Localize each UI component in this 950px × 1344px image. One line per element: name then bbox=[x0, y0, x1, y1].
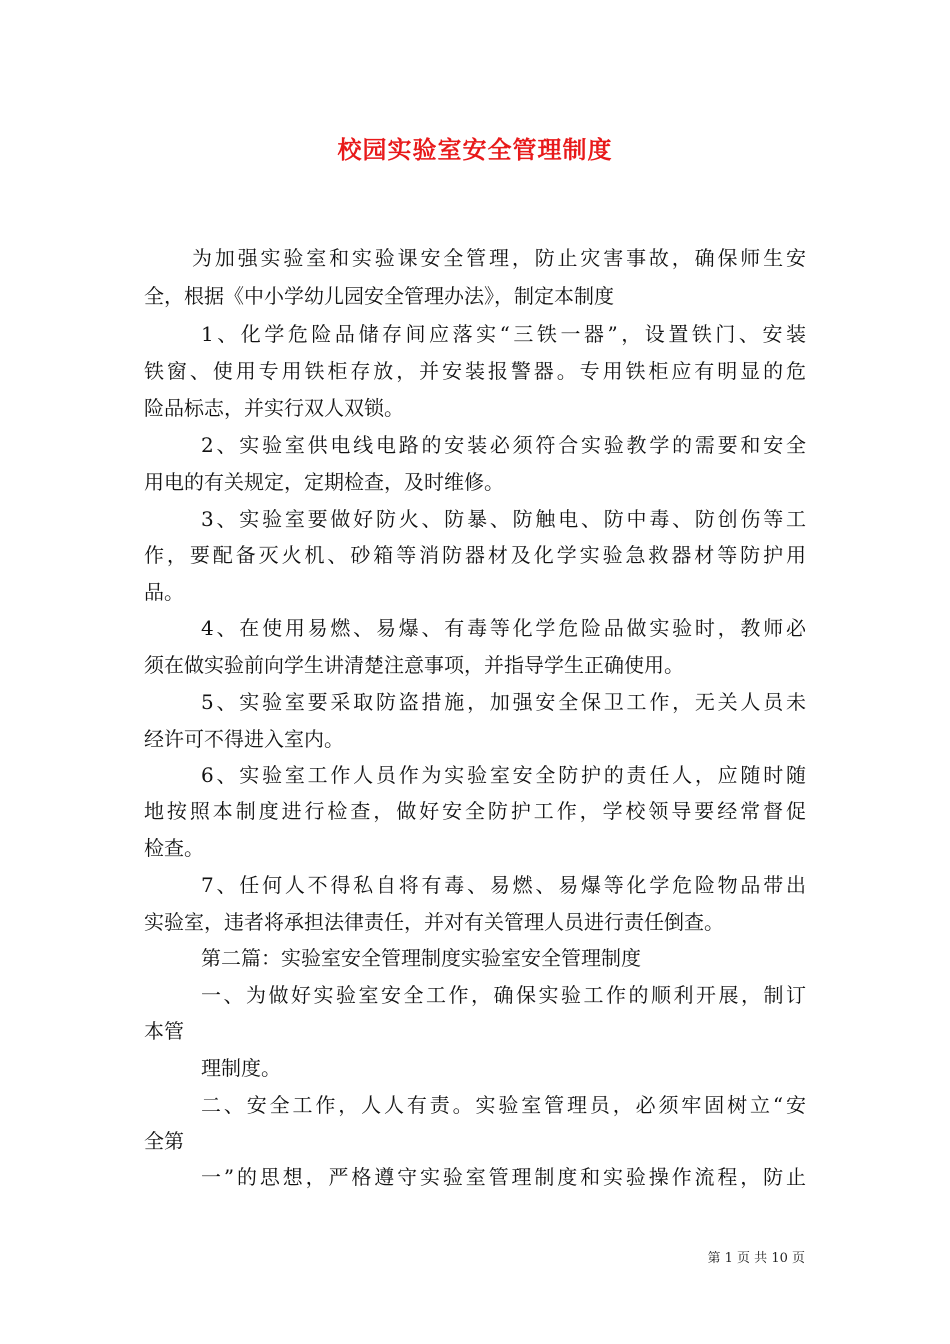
body-line: 实验室，违者将承担法律责任，并对有关管理人员进行责任倒查。 bbox=[144, 910, 724, 934]
body-line: 铁窗、使用专用铁柜存放，并安装报警器。专用铁柜应有明显的危 bbox=[144, 359, 806, 383]
body-line: 二、安全工作，人人有责。实验室管理员，必须牢固树立“安 bbox=[201, 1093, 806, 1117]
document-title: 校园实验室安全管理制度 bbox=[337, 135, 613, 164]
body-line: 品。 bbox=[144, 580, 184, 604]
body-line: 须在做实验前向学生讲清楚注意事项，并指导学生正确使用。 bbox=[144, 653, 684, 677]
body-line: 一”的思想，严格遵守实验室管理制度和实验操作流程，防止 bbox=[201, 1165, 806, 1189]
body-line: 理制度。 bbox=[201, 1056, 281, 1080]
page-number-footer: 第 1 页 共 10 页 bbox=[707, 1251, 805, 1266]
body-line: 经许可不得进入室内。 bbox=[144, 727, 344, 751]
body-line: 全第 bbox=[144, 1129, 184, 1153]
body-line: 作，要配备灭火机、砂箱等消防器材及化学实验急救器材等防护用 bbox=[144, 543, 806, 567]
body-line: 检查。 bbox=[144, 836, 204, 860]
body-line: 5、实验室要采取防盗措施，加强安全保卫工作，无关人员未 bbox=[201, 690, 806, 714]
body-line: 本管 bbox=[144, 1019, 184, 1043]
body-line: 为加强实验室和实验课安全管理，防止灾害事故，确保师生安 bbox=[192, 246, 806, 270]
body-line: 一、为做好实验室安全工作，确保实验工作的顺利开展，制订 bbox=[201, 983, 806, 1007]
body-line: 2、实验室供电线电路的安装必须符合实验教学的需要和安全 bbox=[201, 433, 806, 457]
body-line: 险品标志，并实行双人双锁。 bbox=[144, 396, 404, 420]
body-line: 全，根据《中小学幼儿园安全管理办法》，制定本制度 bbox=[144, 284, 614, 308]
body-line: 第二篇：实验室安全管理制度实验室安全管理制度 bbox=[201, 946, 641, 970]
body-line: 3、实验室要做好防火、防暴、防触电、防中毒、防创伤等工 bbox=[201, 507, 806, 531]
body-line: 6、实验室工作人员作为实验室安全防护的责任人，应随时随 bbox=[201, 763, 806, 787]
body-line: 4、在使用易燃、易爆、有毒等化学危险品做实验时，教师必 bbox=[201, 616, 806, 640]
body-line: 1、化学危险品储存间应落实“三铁一器”，设置铁门、安装 bbox=[201, 322, 806, 346]
body-line: 7、任何人不得私自将有毒、易燃、易爆等化学危险物品带出 bbox=[201, 873, 806, 897]
body-line: 地按照本制度进行检查，做好安全防护工作，学校领导要经常督促 bbox=[144, 799, 806, 823]
body-line: 用电的有关规定，定期检查，及时维修。 bbox=[144, 470, 504, 494]
